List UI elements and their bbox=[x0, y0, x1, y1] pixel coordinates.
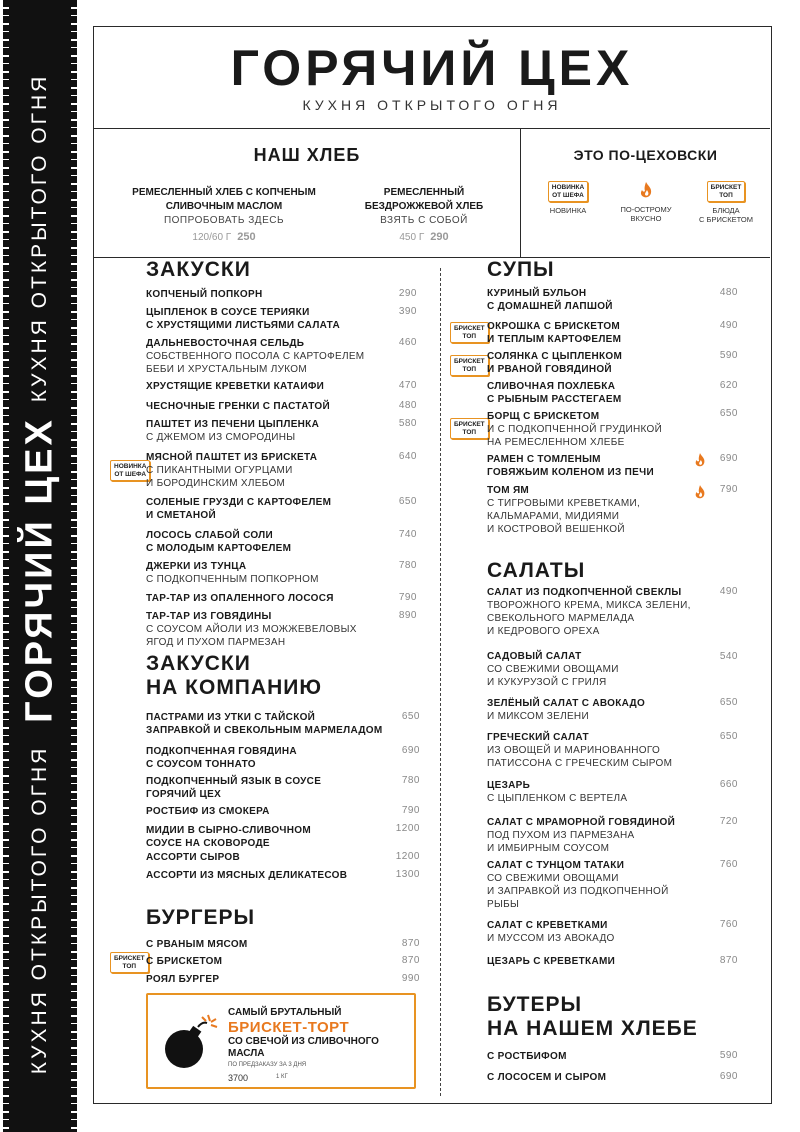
menu-item: РОСТБИФ ИЗ СМОКЕРА bbox=[146, 806, 270, 817]
menu-item: С ЛОСОСЕМ И СЫРОМ bbox=[487, 1072, 607, 1083]
promo-line3: СО СВЕЧОЙ ИЗ СЛИВОЧНОГО МАСЛА bbox=[228, 1036, 379, 1059]
section-title-soups: СУПЫ bbox=[487, 258, 555, 281]
section-title-buters: БУТЕРЫ НА НАШЕМ ХЛЕБЕ bbox=[487, 993, 698, 1040]
new-from-chef-badge-icon: НОВИНКА ОТ ШЕФА bbox=[110, 460, 150, 481]
bread-item-name: СЛИВОЧНЫМ МАСЛОМ bbox=[165, 201, 283, 212]
item-price: 660 bbox=[719, 779, 738, 790]
section-title-zakuski: ЗАКУСКИ bbox=[146, 258, 251, 281]
menu-item: ТОМ ЯМ С ТИГРОВЫМИ КРЕВЕТКАМИ, КАЛЬМАРАМИ, МИДИЯМИ И КОСТРОВОЙ ВЕШЕНКОЙ bbox=[487, 485, 641, 535]
menu-item: САЛАТ С МРАМОРНОЙ ГОВЯДИНОЙ ПОД ПУХОМ ИЗ ПАРМЕЗАНА И ИМБИРНЫМ СОУСОМ bbox=[487, 817, 676, 854]
menu-item: АССОРТИ ИЗ МЯСНЫХ ДЕЛИКАТЕСОВ bbox=[146, 870, 348, 881]
item-price: 480 bbox=[398, 400, 417, 411]
menu-item: ЗЕЛЁНЫЙ САЛАТ С АВОКАДО И МИКСОМ ЗЕЛЕНИ bbox=[487, 698, 646, 722]
section-title-burgers: БУРГЕРЫ bbox=[146, 906, 256, 929]
menu-item: ДЖЕРКИ ИЗ ТУНЦА С ПОДКОПЧЕННЫМ ПОПКОРНОМ bbox=[146, 561, 319, 585]
legend-brisket bbox=[691, 181, 761, 224]
bread-item-price: 250 bbox=[237, 231, 256, 243]
item-price: 760 bbox=[719, 919, 738, 930]
menu-item: СЛИВОЧНАЯ ПОХЛЕБКА С РЫБНЫМ РАССТЕГАЕМ bbox=[487, 381, 622, 405]
bread-item-weight: 450 Г bbox=[399, 232, 425, 243]
column-divider bbox=[440, 268, 441, 1096]
item-price: 590 bbox=[719, 1050, 738, 1061]
menu-item: С БРИСКЕТОМ bbox=[146, 956, 223, 967]
flame-icon bbox=[639, 181, 653, 202]
page-title: ГОРЯЧИЙ ЦЕХ bbox=[230, 40, 634, 96]
menu-item: ТАР-ТАР ИЗ ОПАЛЕННОГО ЛОСОСЯ bbox=[146, 593, 334, 604]
item-price: 1200 bbox=[395, 823, 420, 834]
promo-line2: БРИСКЕТ-ТОРТ bbox=[228, 1019, 350, 1036]
bread-item-name: РЕМЕСЛЕННЫЙ ХЛЕБ С КОПЧЕНЫМ bbox=[132, 187, 316, 198]
menu-item: САЛАТ ИЗ ПОДКОПЧЕННОЙ СВЕКЛЫ ТВОРОЖНОГО КРЕМА, МИКСА ЗЕЛЕНИ, СВЕКОЛЬНОГО МАРМЕЛАДА И КЕДРОВОГО ОРЕХА bbox=[487, 587, 691, 637]
brisket-top-badge-icon: БРИСКЕТ ТОП bbox=[450, 355, 489, 376]
menu-item: С РОСТБИФОМ bbox=[487, 1051, 567, 1062]
menu-item: САДОВЫЙ САЛАТ СО СВЕЖИМИ ОВОЩАМИ И КУКУРУЗОЙ С ГРИЛЯ bbox=[487, 651, 619, 688]
menu-item: КОПЧЕНЫЙ ПОПКОРН bbox=[146, 289, 263, 300]
menu-item: ТАР-ТАР ИЗ ГОВЯДИНЫ С СОУСОМ АЙОЛИ ИЗ МОЖЖЕВЕЛОВЫХ ЯГОД И ПУХОМ ПАРМЕЗАН bbox=[146, 611, 357, 648]
item-price: 480 bbox=[719, 287, 738, 298]
menu-item: ЧЕСНОЧНЫЕ ГРЕНКИ С ПАСТАТОЙ bbox=[146, 401, 330, 412]
item-price: 590 bbox=[719, 350, 738, 361]
legend-brisket-caption: БЛЮДА С БРИСКЕТОМ bbox=[699, 206, 753, 224]
item-price: 760 bbox=[719, 859, 738, 870]
menu-item: МЯСНОЙ ПАШТЕТ ИЗ БРИСКЕТА С ПИКАНТНЫМИ ОГУРЦАМИ И БОРОДИНСКИМ ХЛЕБОМ bbox=[146, 452, 318, 489]
item-price: 740 bbox=[398, 529, 417, 540]
item-price: 490 bbox=[719, 586, 738, 597]
item-price: 870 bbox=[719, 955, 738, 966]
menu-item: ХРУСТЯЩИЕ КРЕВЕТКИ КАТАИФИ bbox=[146, 381, 325, 392]
side-brand: ГОРЯЧИЙ ЦЕХ bbox=[18, 417, 61, 723]
item-price: 580 bbox=[398, 418, 417, 429]
bread-item-meta bbox=[124, 230, 324, 245]
item-price: 720 bbox=[719, 816, 738, 827]
section-title-salads: САЛАТЫ bbox=[487, 559, 586, 582]
bread-item-price: 290 bbox=[430, 231, 449, 243]
item-price: 470 bbox=[398, 380, 417, 391]
item-price: 1300 bbox=[395, 869, 420, 880]
item-price: 640 bbox=[398, 451, 417, 462]
legend-new-caption: НОВИНКА bbox=[549, 206, 587, 215]
legend-new bbox=[533, 181, 603, 215]
bread-item bbox=[349, 186, 499, 245]
brisket-top-badge-icon: БРИСКЕТ ТОП bbox=[707, 181, 746, 202]
item-price: 790 bbox=[719, 484, 738, 495]
menu-item: ГРЕЧЕСКИЙ САЛАТ ИЗ ОВОЩЕЙ И МАРИНОВАННОГО ПАТИССОНА С ГРЕЧЕСКИМ СЫРОМ bbox=[487, 732, 673, 769]
menu-item: ОКРОШКА С БРИСКЕТОМ И ТЕПЛЫМ КАРТОФЕЛЕМ bbox=[487, 321, 622, 345]
item-price: 620 bbox=[719, 380, 738, 391]
legend-title: ЭТО ПО-ЦЕХОВСКИ bbox=[573, 147, 718, 163]
item-price: 650 bbox=[719, 697, 738, 708]
menu-item: ЦЕЗАРЬ С КРЕВЕТКАМИ bbox=[487, 956, 616, 967]
page-subtitle: КУХНЯ ОТКРЫТОГО ОГНЯ bbox=[302, 97, 562, 113]
bread-section bbox=[94, 129, 521, 258]
bread-item-name: РЕМЕСЛЕННЫЙ bbox=[383, 187, 465, 198]
item-price: 870 bbox=[401, 955, 420, 966]
item-price: 990 bbox=[401, 973, 420, 984]
item-price: 540 bbox=[719, 651, 738, 662]
section-title-company: ЗАКУСКИ НА КОМПАНИЮ bbox=[146, 652, 322, 699]
menu-item: СОЛЯНКА С ЦЫПЛЕНКОМ И РВАНОЙ ГОВЯДИНОЙ bbox=[487, 351, 623, 375]
item-price: 870 bbox=[401, 938, 420, 949]
menu-item: ПАШТЕТ ИЗ ПЕЧЕНИ ЦЫПЛЕНКА С ДЖЕМОМ ИЗ СМОРОДИНЫ bbox=[146, 419, 320, 443]
menu-item: ЦЫПЛЕНОК В СОУСЕ ТЕРИЯКИ С ХРУСТЯЩИМИ ЛИСТЬЯМИ САЛАТА bbox=[146, 307, 340, 331]
brisket-top-badge-icon: БРИСКЕТ ТОП bbox=[450, 418, 489, 439]
brisket-top-badge-icon: БРИСКЕТ ТОП bbox=[110, 952, 149, 973]
brisket-cake-promo bbox=[146, 993, 416, 1089]
promo-price: 3700 bbox=[228, 1073, 249, 1083]
item-price: 290 bbox=[398, 288, 417, 299]
menu-item: СОЛЕНЫЕ ГРУЗДИ С КАРТОФЕЛЕМ И СМЕТАНОЙ bbox=[146, 497, 332, 521]
item-price: 650 bbox=[401, 711, 420, 722]
menu-item: С РВАНЫМ МЯСОМ bbox=[146, 939, 248, 950]
promo-note: ПО ПРЕДЗАКАЗУ ЗА 3 ДНЯ bbox=[228, 1062, 307, 1068]
menu-item: АССОРТИ СЫРОВ bbox=[146, 852, 241, 863]
item-price: 890 bbox=[398, 610, 417, 621]
bread-item-note: ПОПРОБОВАТЬ ЗДЕСЬ bbox=[163, 215, 285, 226]
bread-item-name: БЕЗДРОЖЖЕВОЙ ХЛЕБ bbox=[364, 201, 484, 212]
new-from-chef-badge-icon: НОВИНКА ОТ ШЕФА bbox=[548, 181, 588, 202]
bread-item-meta bbox=[349, 230, 499, 245]
legend-spicy-caption: ПО-ОСТРОМУ ВКУСНО bbox=[620, 205, 672, 223]
bread-item bbox=[124, 186, 324, 245]
menu-item: САЛАТ С ТУНЦОМ ТАТАКИ СО СВЕЖИМИ ОВОЩАМИ И ЗАПРАВКОЙ ИЗ ПОДКОПЧЕННОЙ РЫБЫ bbox=[487, 860, 669, 910]
bomb-icon bbox=[160, 1011, 220, 1078]
item-price: 650 bbox=[719, 408, 738, 419]
promo-line1: САМЫЙ БРУТАЛЬНЫЙ bbox=[228, 1007, 342, 1018]
menu-item: ПОДКОПЧЕННЫЙ ЯЗЫК В СОУСЕ ГОРЯЧИЙ ЦЕХ bbox=[146, 776, 322, 800]
side-strip bbox=[0, 0, 80, 1132]
menu-item: РАМЕН С ТОМЛЕНЫМ ГОВЯЖЬИМ КОЛЕНОМ ИЗ ПЕЧИ bbox=[487, 454, 654, 478]
legend-spicy bbox=[611, 181, 681, 223]
bread-item-weight: 120/60 Г bbox=[192, 232, 232, 243]
item-price: 790 bbox=[401, 805, 420, 816]
item-price: 790 bbox=[398, 592, 417, 603]
menu-header bbox=[94, 27, 770, 129]
item-price: 690 bbox=[719, 453, 738, 464]
menu-item: БОРЩ С БРИСКЕТОМ И С ПОДКОПЧЕННОЙ ГРУДИНКОЙ НА РЕМЕСЛЕННОМ ХЛЕБЕ bbox=[487, 411, 663, 448]
brisket-top-badge-icon: БРИСКЕТ ТОП bbox=[450, 322, 489, 343]
item-price: 650 bbox=[398, 496, 417, 507]
menu-item: РОЯЛ БУРГЕР bbox=[146, 974, 220, 985]
promo-weight: 1 КГ bbox=[276, 1074, 288, 1080]
item-price: 460 bbox=[398, 337, 417, 348]
item-price: 490 bbox=[719, 320, 738, 331]
item-price: 650 bbox=[719, 731, 738, 742]
bread-title: НАШ ХЛЕБ bbox=[253, 145, 361, 165]
menu-item: ПОДКОПЧЕННАЯ ГОВЯДИНА С СОУСОМ ТОННАТО bbox=[146, 746, 297, 770]
item-price: 690 bbox=[719, 1071, 738, 1082]
legend-section bbox=[521, 129, 770, 258]
bread-item-note: ВЗЯТЬ С СОБОЙ bbox=[380, 215, 468, 226]
side-tagline-bottom: КУХНЯ ОТКРЫТОГО ОГНЯ bbox=[28, 745, 51, 1075]
item-price: 690 bbox=[401, 745, 420, 756]
item-price: 780 bbox=[398, 560, 417, 571]
item-price: 780 bbox=[401, 775, 420, 786]
menu-item: ДАЛЬНЕВОСТОЧНАЯ СЕЛЬДЬ СОБСТВЕННОГО ПОСОЛА С КАРТОФЕЛЕМ БЕБИ И ХРУСТАЛЬНЫМ ЛУКОМ bbox=[146, 338, 365, 375]
menu-item: КУРИНЫЙ БУЛЬОН С ДОМАШНЕЙ ЛАПШОЙ bbox=[487, 288, 613, 312]
menu-item: САЛАТ С КРЕВЕТКАМИ И МУССОМ ИЗ АВОКАДО bbox=[487, 920, 615, 944]
menu-item: МИДИИ В СЫРНО-СЛИВОЧНОМ СОУСЕ НА СКОВОРОДЕ bbox=[146, 825, 311, 849]
menu-item: ЛОСОСЬ СЛАБОЙ СОЛИ С МОЛОДЫМ КАРТОФЕЛЕМ bbox=[146, 530, 292, 554]
item-price: 1200 bbox=[395, 851, 420, 862]
item-price: 390 bbox=[398, 306, 417, 317]
menu-item: ЦЕЗАРЬ С ЦЫПЛЕНКОМ С ВЕРТЕЛА bbox=[487, 780, 628, 804]
side-tagline-top: КУХНЯ ОТКРЫТОГО ОГНЯ bbox=[28, 73, 51, 403]
menu-item: ПАСТРАМИ ИЗ УТКИ С ТАЙСКОЙ ЗАПРАВКОЙ И СВЕКОЛЬНЫМ МАРМЕЛАДОМ bbox=[146, 712, 383, 736]
